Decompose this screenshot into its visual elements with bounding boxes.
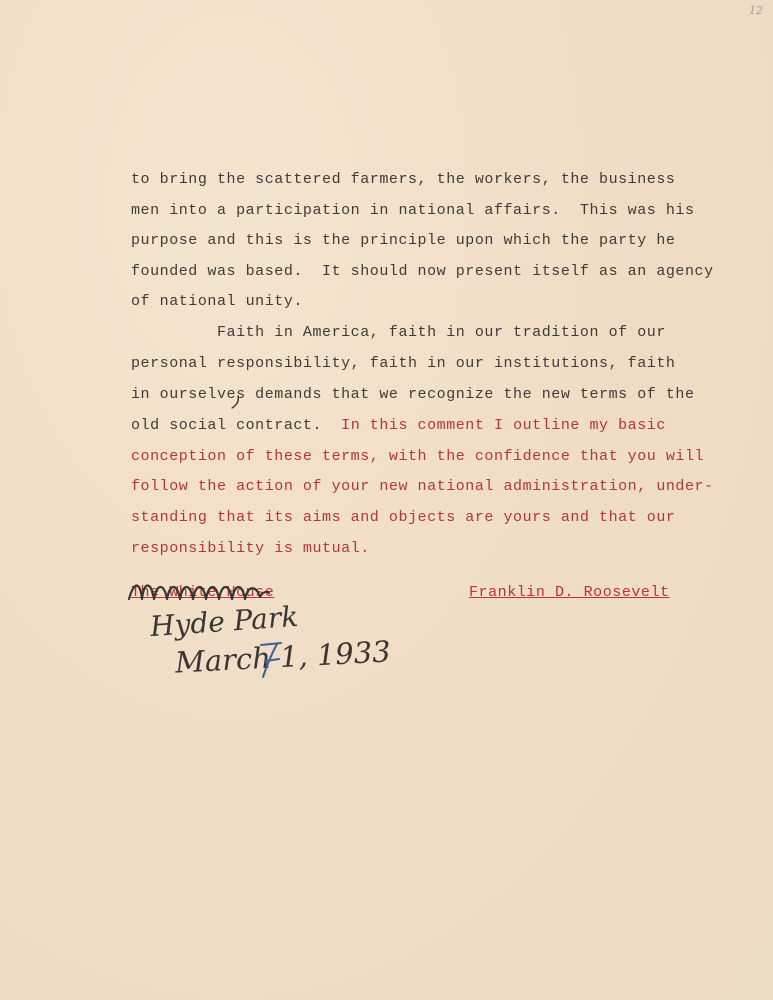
text-line: purpose and this is the principle upon which the party he (131, 232, 676, 249)
handwritten-place: Hyde Park (149, 599, 300, 644)
red-text-line: conception of these terms, with the confidence that you will (131, 448, 705, 465)
red-text-segment: In this comment I outline my basic (341, 417, 666, 434)
handwritten-date: March 1, 1933 (174, 634, 392, 680)
red-text-line: standing that its aims and objects are yours and that our (131, 509, 676, 526)
struck-place-typed: The White House (131, 584, 275, 601)
text-segment: old social contract. (131, 417, 342, 434)
red-text-line: follow the action of your new national administration, under- (131, 478, 714, 495)
text-line: in ourselves demands that we recognize the new terms of the (131, 386, 695, 403)
text-line: of national unity. (131, 293, 303, 310)
text-line: to bring the scattered farmers, the workers, the business (131, 171, 676, 188)
signature-name: Franklin D. Roosevelt (469, 584, 670, 601)
text-line: Faith in America, faith in our tradition of our (131, 324, 666, 341)
text-line: men into a participation in national affairs. This was his (131, 202, 695, 219)
text-line: personal responsibility, faith in our institutions, faith (131, 355, 676, 372)
text-line: founded was based. It should now present itself as an agency (131, 263, 714, 280)
red-text-line: responsibility is mutual. (131, 540, 370, 557)
page-number: 12 (749, 4, 763, 17)
blue-ink-correction (255, 635, 295, 681)
